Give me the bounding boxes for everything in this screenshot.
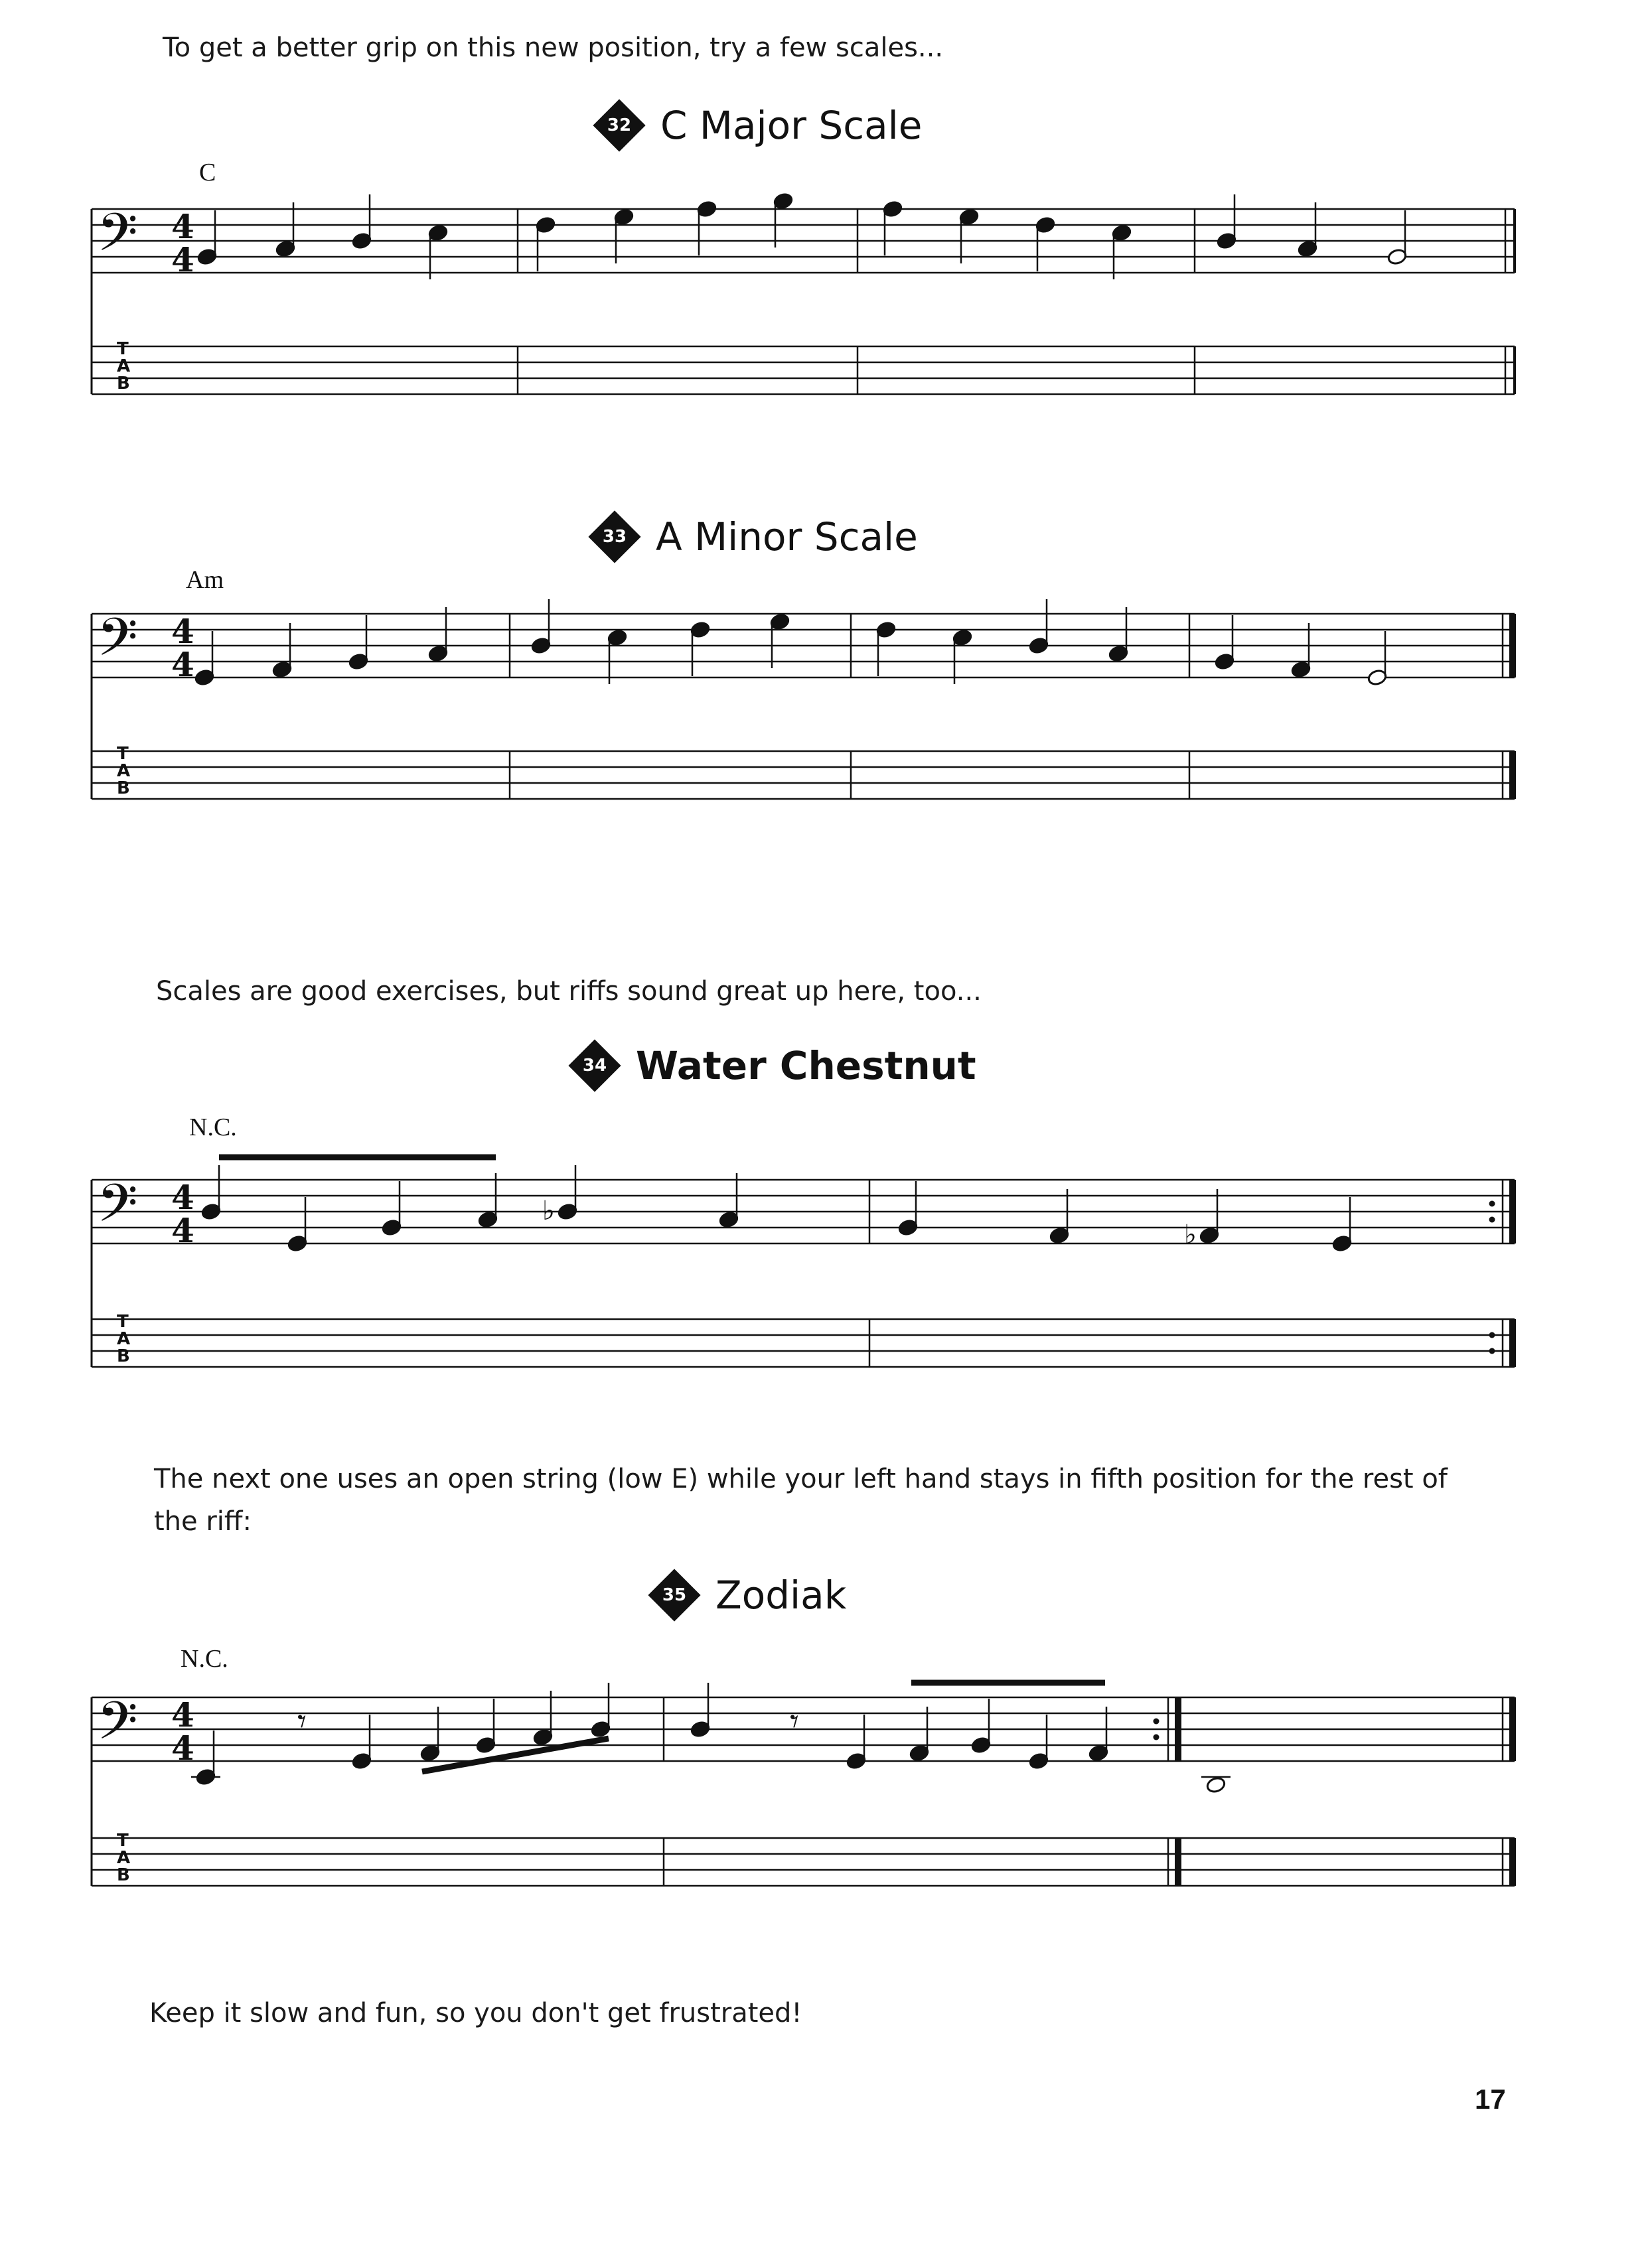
- final-barline-thick: [1509, 1319, 1516, 1367]
- final-barline-thick: [1509, 1180, 1516, 1243]
- time-signature-bottom: 4: [171, 645, 194, 684]
- time-signature-bottom: 4: [171, 1211, 194, 1250]
- repeat-dot: [1489, 1348, 1495, 1354]
- eighth-rest-icon: 𝄾: [790, 1702, 799, 1742]
- tab-clef-letter: A: [117, 1848, 131, 1868]
- flat-sign-icon: ♭: [542, 1196, 555, 1226]
- tab-clef-letter: B: [117, 1865, 130, 1885]
- note-head: [1206, 1776, 1227, 1794]
- track-number-badge: 33: [596, 518, 633, 555]
- time-signature-top: 4: [171, 1695, 194, 1735]
- chord-symbol: N.C.: [181, 1645, 228, 1673]
- note-beam: [422, 1738, 609, 1772]
- bass-clef-icon: 𝄢: [97, 202, 138, 276]
- tab-clef-letter: B: [117, 1346, 130, 1366]
- tab-clef-letter: A: [117, 356, 131, 376]
- example-title-text: Water Chestnut: [636, 1043, 976, 1088]
- track-number-badge: 32: [601, 107, 638, 144]
- time-signature-top: 4: [171, 207, 194, 246]
- repeat-dot: [1154, 1719, 1160, 1725]
- repeat-dot: [1489, 1332, 1495, 1338]
- time-signature-top: 4: [171, 1178, 194, 1217]
- chord-symbol: Am: [186, 566, 224, 594]
- time-signature-bottom: 4: [171, 240, 194, 279]
- repeat-dot: [1154, 1735, 1160, 1740]
- repeat-dot: [1489, 1217, 1495, 1223]
- open-string-text: The next one uses an open string (low E) while your left hand stays in fifth position for the rest of the riff:: [154, 1464, 1448, 1537]
- repeat-barline-thick: [1175, 1697, 1181, 1761]
- track-number-badge: 35: [656, 1577, 693, 1614]
- flat-sign-icon: ♭: [1184, 1220, 1197, 1250]
- tab-clef-letter: T: [117, 744, 129, 764]
- tab-clef-letter: B: [117, 778, 130, 798]
- tab-clef-letter: T: [117, 1831, 129, 1851]
- tab-clef-letter: A: [117, 1329, 131, 1349]
- final-barline-thick: [1509, 614, 1516, 677]
- tab-clef-letter: B: [117, 374, 130, 393]
- final-barline-thick: [1509, 1838, 1516, 1886]
- bass-clef-icon: 𝄢: [97, 1690, 138, 1764]
- chord-symbol: N.C.: [189, 1113, 237, 1141]
- bass-clef-icon: 𝄢: [97, 1172, 138, 1247]
- page-number: 17: [1475, 2084, 1506, 2115]
- bass-clef-icon: 𝄢: [97, 606, 138, 681]
- example-title-text: C Major Scale: [660, 103, 923, 148]
- tab-clef-letter: T: [117, 339, 129, 359]
- eighth-rest-icon: 𝄾: [297, 1702, 307, 1742]
- intro-text: To get a better grip on this new position, try a few scales...: [163, 33, 944, 63]
- closing-text: Keep it slow and fun, so you don't get frustrated!: [149, 1998, 802, 2028]
- track-number-badge: 34: [576, 1047, 613, 1084]
- time-signature-bottom: 4: [171, 1729, 194, 1768]
- repeat-barline-thick: [1175, 1838, 1181, 1886]
- final-barline-thick: [1509, 1697, 1516, 1761]
- riffs-text: Scales are good exercises, but riffs sound great up here, too...: [156, 976, 982, 1007]
- chord-symbol: C: [199, 159, 216, 186]
- repeat-dot: [1489, 1201, 1495, 1207]
- tab-clef-letter: T: [117, 1312, 129, 1332]
- time-signature-top: 4: [171, 612, 194, 651]
- example-title-text: Zodiak: [715, 1573, 847, 1618]
- tab-clef-letter: A: [117, 761, 131, 781]
- final-barline-thick: [1509, 751, 1516, 799]
- example-title-text: A Minor Scale: [656, 514, 918, 559]
